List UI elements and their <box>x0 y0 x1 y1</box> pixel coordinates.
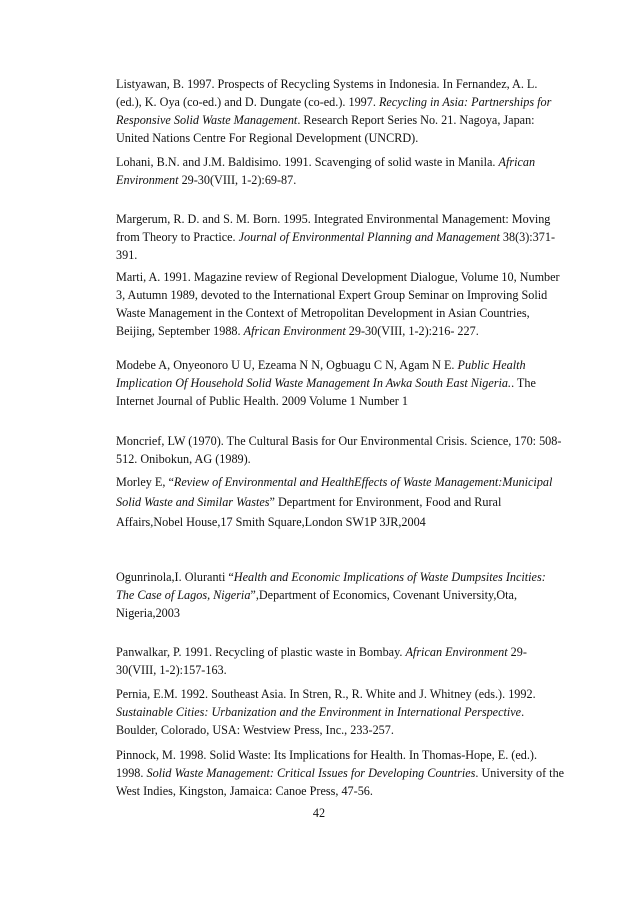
reference-marti: Marti, A. 1991. Magazine review of Regional Development Dialogue, Volume 10, Number 3, Autumn 1989, devoted to the International Expert Group Seminar on Improving Solid Waste Management in the Context of Metropolitan Development in Asian Countries, Beijing, September 1988. African Environment 29-30(VIII, 1-2):216- 227. <box>116 270 560 338</box>
reference-moncrief: Moncrief, LW (1970). The Cultural Basis for Our Environmental Crisis. Science, 170: 508-512. Onibokun, AG (1989). <box>116 434 562 466</box>
reference-listyawan: Listyawan, B. 1997. Prospects of Recycling Systems in Indonesia. In Fernandez, A. L. (ed.), K. Oya (co-ed.) and D. Dungate (co-ed.). 1997. Recycling in Asia: Partnerships for Responsive Solid Waste Management. Research Report Series No. 21. Nagoya, Japan: United Nations Centre For Regional Development (UNCRD). <box>116 77 552 145</box>
reference-modebe: Modebe A, Onyeonoro U U, Ezeama N N, Ogbuagu C N, Agam N E. Public Health Implication Of Household Solid Waste Management In Awka South East Nigeria.. The Internet Journal of Public Health. 2009 Volume 1 Number 1 <box>116 358 536 408</box>
page-number: 42 <box>312 806 326 820</box>
reference-ogunrinola: Ogunrinola,I. Oluranti “Health and Economic Implications of Waste Dumpsites Incities: The Case of Lagos, Nigeria”,Department of Economics, Covenant University,Ota, Nigeria,2003 <box>116 570 546 620</box>
reference-pernia: Pernia, E.M. 1992. Southeast Asia. In Stren, R., R. White and J. Whitney (eds.). 1992. Sustainable Cities: Urbanization and the Environment in International Perspective. Boulder, Colorado, USA: Westview Press, Inc., 233-257. <box>116 687 536 737</box>
reference-lohani: Lohani, B.N. and J.M. Baldisimo. 1991. Scavenging of solid waste in Manila. African Environment 29-30(VIII, 1-2):69-87. <box>116 155 536 187</box>
reference-morley: Morley E, “Review of Environmental and HealthEffects of Waste Management:Municipal Solid Waste and Similar Wastes” Department for Environment, Food and Rural Affairs,Nobel House,17 Smith Square,London SW1P 3JR,2004 <box>116 475 553 529</box>
reference-pinnock: Pinnock, M. 1998. Solid Waste: Its Implications for Health. In Thomas-Hope, E. (ed.). 1998. Solid Waste Management: Critical Issues for Developing Countries. University of the West Indies, Kingston, Jamaica: Canoe Press, 47-56. <box>116 748 565 798</box>
reference-panwalkar: Panwalkar, P. 1991. Recycling of plastic waste in Bombay. African Environment 29-30(VIII, 1-2):157-163. <box>116 645 527 677</box>
reference-margerum: Margerum, R. D. and S. M. Born. 1995. Integrated Environmental Management: Moving from Theory to Practice. Journal of Environmental Planning and Management 38(3):371-391. <box>116 212 556 262</box>
